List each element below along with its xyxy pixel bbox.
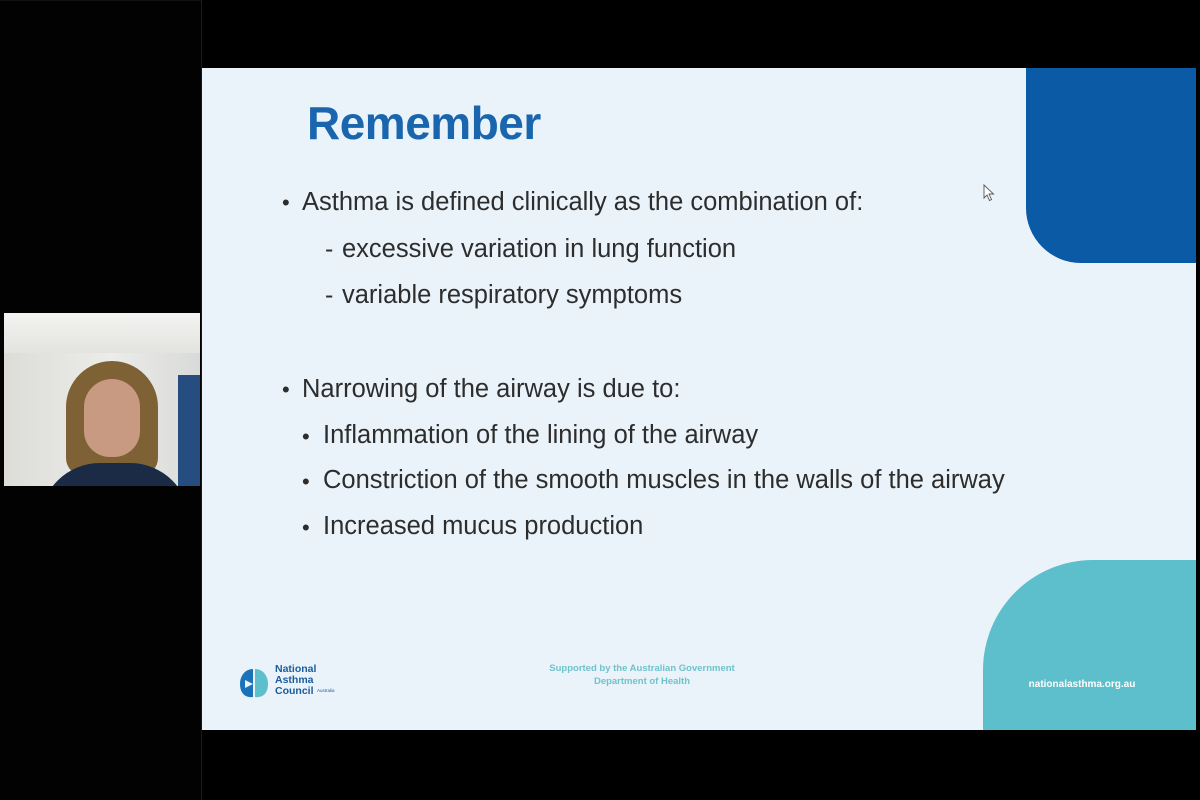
mouse-pointer-icon [983, 184, 995, 202]
section1-item: excessive variation in lung function [342, 235, 737, 263]
section2-item: Inflammation of the lining of the airway [323, 421, 759, 449]
slide-decoration-top [1026, 68, 1196, 263]
bullet-icon: • [282, 190, 290, 215]
bullet-icon: • [302, 469, 310, 494]
website-url: nationalasthma.org.au [1028, 679, 1136, 690]
section1-heading: Asthma is defined clinically as the combination of: [302, 188, 864, 216]
slide-title: Remember [307, 97, 541, 149]
bullet-icon: • [282, 377, 290, 402]
webcam-feed[interactable] [4, 313, 200, 486]
logo-wordmark: National Asthma Council [275, 663, 317, 697]
webcam-wall-panel [178, 375, 200, 486]
slide-decoration-bottom [983, 560, 1196, 730]
presentation-slide [202, 68, 1196, 730]
national-asthma-council-logo [239, 662, 389, 706]
participant-video-panel [0, 0, 202, 800]
presenter-face [84, 379, 140, 457]
dash-icon: - [325, 235, 334, 263]
webcam-ceiling [4, 313, 200, 353]
bullet-icon: • [302, 515, 310, 540]
logo-subtext: Australia [317, 688, 335, 693]
government-support-note: Supported by the Australian Government Department of Health [549, 663, 735, 687]
section2-item: Increased mucus production [323, 512, 644, 540]
section2-item: Constriction of the smooth muscles in the walls of the airway [323, 466, 1005, 494]
lungs-logo-icon [239, 666, 269, 700]
dash-icon: - [325, 281, 334, 309]
section2-heading: Narrowing of the airway is due to: [302, 375, 681, 403]
bullet-icon: • [302, 424, 310, 449]
section1-item: variable respiratory symptoms [342, 281, 683, 309]
